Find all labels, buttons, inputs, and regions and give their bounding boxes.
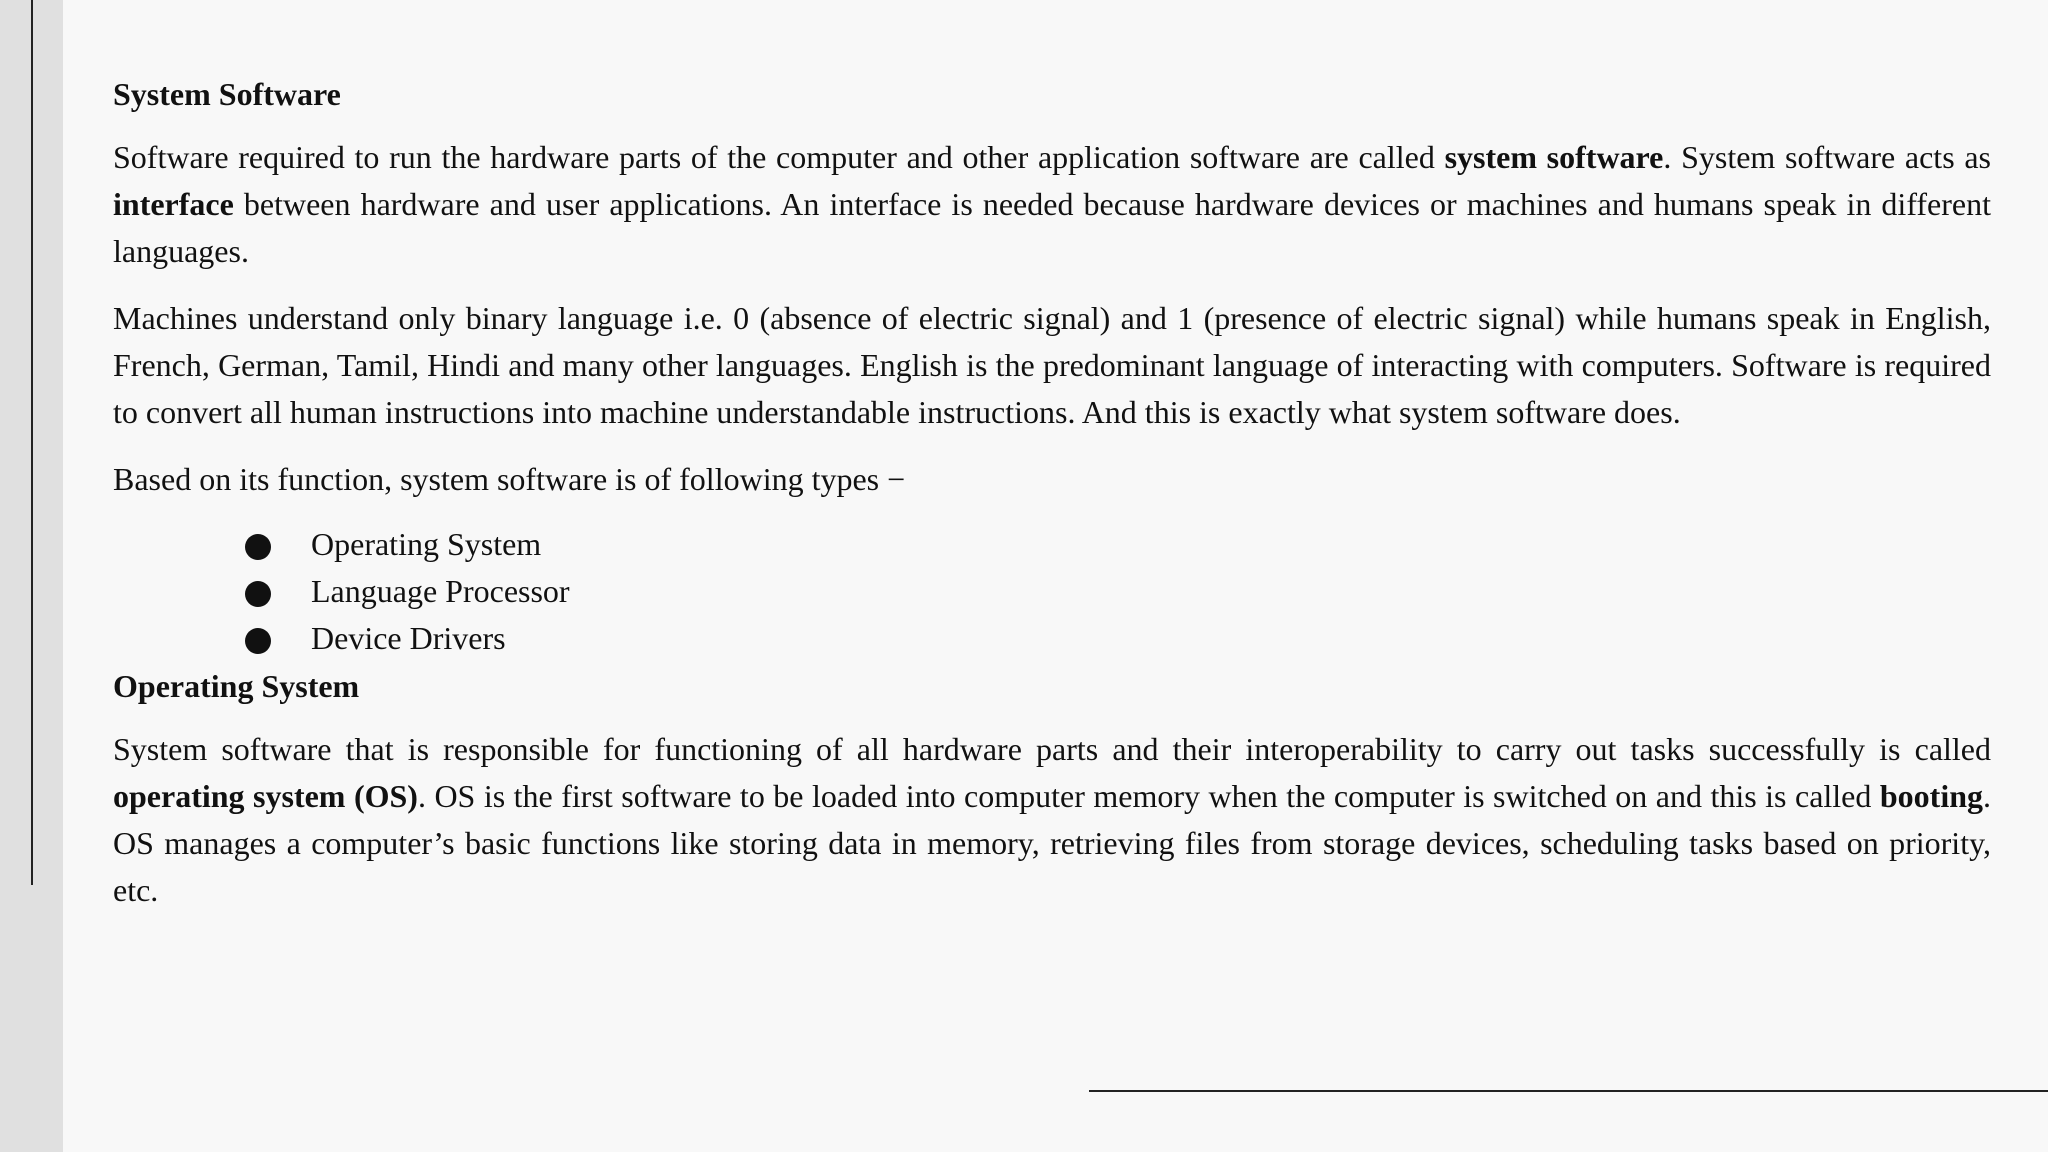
paragraph-operating-system-definition (113, 726, 1991, 914)
paragraph-system-software-definition (113, 134, 1991, 275)
bullet-icon (245, 628, 271, 654)
bold-term-interface: interface (113, 186, 234, 222)
list-item-label: Language Processor (311, 573, 570, 609)
list-item-label: Device Drivers (311, 620, 506, 656)
text-run: between hardware and user applications. An interface is needed because hardware devices or machines and humans speak in different languages. (113, 186, 1991, 269)
text-run: . System software acts as (1663, 139, 1992, 175)
bullet-icon (245, 581, 271, 607)
gutter-line (31, 0, 33, 885)
bullet-icon (245, 534, 271, 560)
list-item (245, 615, 1991, 662)
types-list (113, 521, 1991, 662)
document-content (113, 70, 1991, 934)
left-gutter (0, 0, 63, 1152)
section-heading-operating-system: Operating System (113, 668, 360, 704)
text-run: . OS is the first software to be loaded into computer memory when the computer is switched on and this is called (417, 778, 1880, 814)
document-page (63, 0, 2048, 1152)
text-run: . OS manages a computer’s basic functions like storing data in memory, retrieving files from storage devices, scheduling tasks based on priority, etc. (113, 778, 1992, 908)
paragraph-types-intro: Based on its function, system software is of following types − (113, 461, 906, 497)
list-item (245, 521, 1991, 568)
text-run: System software that is responsible for functioning of all hardware parts and their interoperability to carry out tasks successfully is called (113, 731, 1991, 767)
footnote-rule (1089, 1090, 2048, 1092)
text-run: Software required to run the hardware parts of the computer and other application software are called (113, 139, 1445, 175)
bold-term-operating-system: operating system (OS) (113, 778, 418, 814)
list-item (245, 568, 1991, 615)
bold-term-booting: booting (1879, 778, 1984, 814)
list-item-label: Operating System (311, 526, 542, 562)
bold-term-system-software: system software (1444, 139, 1664, 175)
paragraph-binary-language: Machines understand only binary language i.e. 0 (absence of electric signal) and 1 (presence of electric signal) while humans speak in English, French, German, Tamil, Hindi and many other languages. English is the predominant language of interacting with computers. Software is required to convert all human instructions into machine understandable instructions. And this is exactly what system software does. (113, 300, 1991, 430)
section-heading-system-software: System Software (113, 76, 341, 112)
